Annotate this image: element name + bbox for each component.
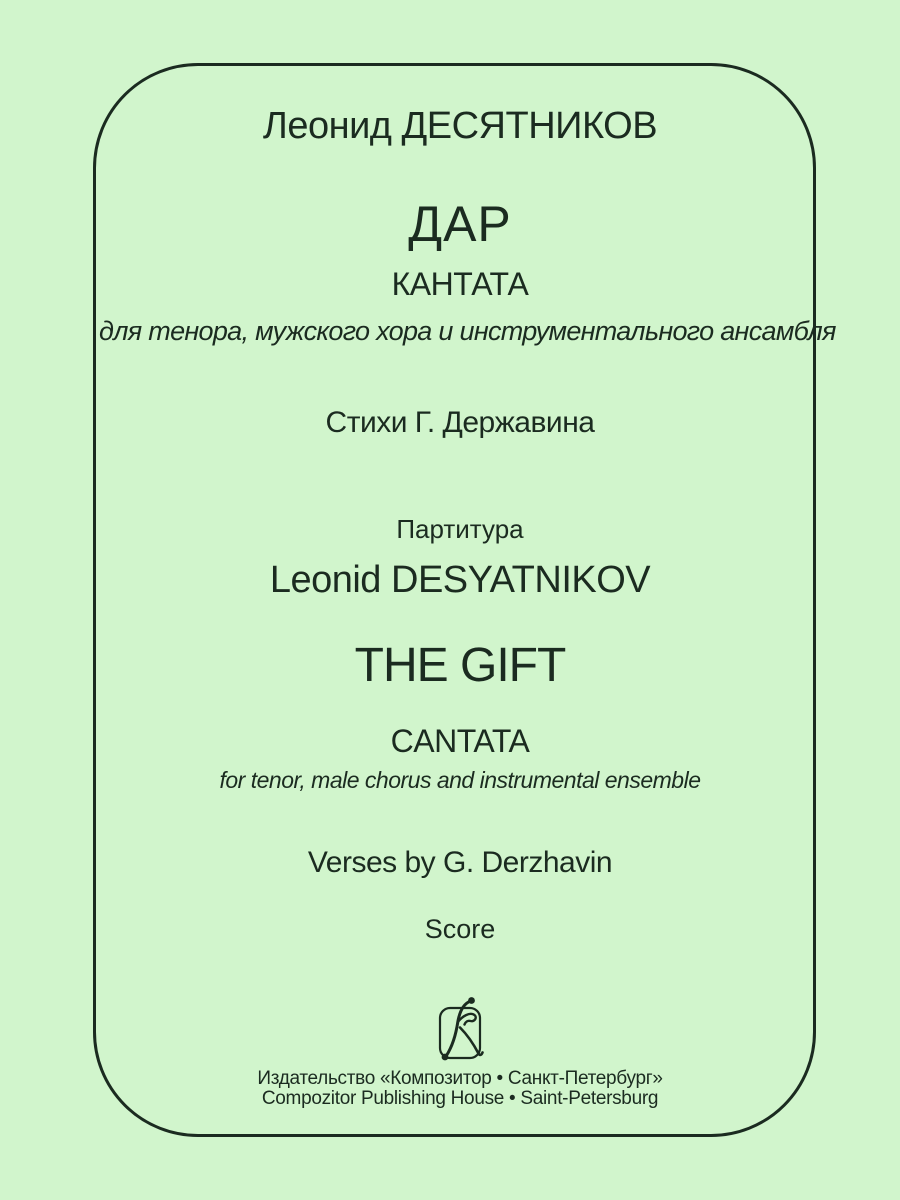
composer-name-ru: Леонид ДЕСЯТНИКОВ [262, 105, 658, 147]
edition-type-en: Score [424, 914, 496, 944]
compozitor-fk-monogram-icon [430, 990, 490, 1070]
work-title-en: THE GIFT [354, 639, 566, 692]
verses-credit-ru: Стихи Г. Державина [325, 406, 595, 439]
scoring-description-ru: для тенора, мужского хора и инструментального ансамбля [99, 316, 836, 346]
edition-type-ru: Партитура [396, 514, 524, 544]
genre-ru: КАНТАТА [391, 266, 529, 302]
publisher-line-ru: Издательство «Композитор • Санкт-Петербург» [257, 1068, 663, 1089]
genre-en: CANTATA [390, 723, 530, 759]
publisher-logo [430, 990, 490, 1070]
composer-name-en: Leonid DESYATNIKOV [269, 559, 651, 601]
work-title-ru: ДАР [408, 196, 512, 252]
publisher-line-en: Compozitor Publishing House • Saint-Petersburg [261, 1088, 659, 1109]
verses-credit-en: Verses by G. Derzhavin [307, 846, 613, 879]
scoring-description-en: for tenor, male chorus and instrumental ensemble [219, 767, 701, 793]
